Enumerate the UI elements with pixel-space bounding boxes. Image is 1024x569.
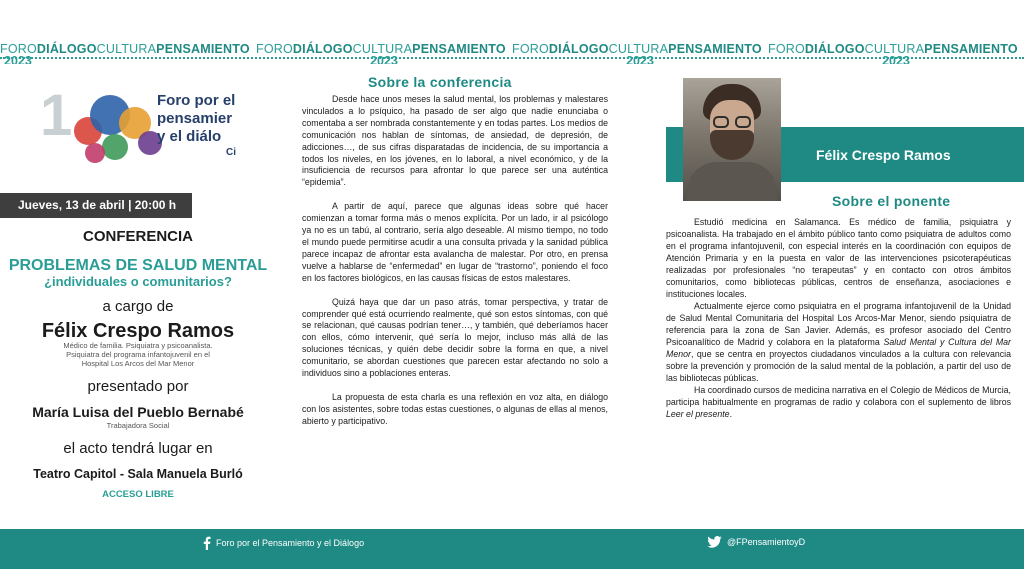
logo-wordmark (157, 92, 235, 146)
footer-bar (0, 529, 1024, 569)
logo-line-3: y el diálo (157, 128, 222, 145)
event-date-bar: Jueves, 13 de abril | 20:00 h (0, 193, 192, 218)
logo-head-5 (102, 134, 128, 160)
conference-body (302, 94, 608, 428)
logo-head-6 (85, 143, 105, 163)
forum-logo (40, 83, 240, 177)
header-word-cultura: CULTURA (352, 42, 413, 56)
header-word-foro: FORO (768, 42, 805, 56)
photo-beard (710, 130, 754, 160)
speaker-photo (683, 78, 781, 201)
speaker-role-line: Médico de familia. Psiquiatra y psicoanalista. (63, 341, 213, 350)
header-word-pensamiento: PENSAMIENTO (924, 42, 1018, 56)
header-word-cultura: CULTURA (96, 42, 157, 56)
header-word-foro: FORO (0, 42, 37, 56)
speaker-role-line: Hospital Los Arcos del Mar Menor (81, 359, 195, 368)
header-word-pensamiento: PENSAMIENTO (668, 42, 762, 56)
header-word-foro: FORO (256, 42, 293, 56)
bio-platform-name: Salud Mental y Cultura del Mar Menor (666, 337, 1011, 359)
event-subtitle: ¿individuales o comunitarios? (44, 274, 232, 289)
facebook-label: Foro por el Pensamiento y el Diálogo (216, 538, 365, 548)
speaker-banner-name: Félix Crespo Ramos (816, 147, 951, 163)
photo-glasses-left (713, 116, 729, 128)
event-type-label: CONFERENCIA (82, 228, 193, 245)
header-year: 2023 (626, 54, 654, 64)
header-year: 2023 (370, 54, 398, 64)
header-word-pensamiento: PENSAMIENTO (156, 42, 250, 56)
presenter-name: María Luisa del Pueblo Bernabé (32, 404, 244, 420)
twitter-icon (707, 536, 722, 548)
header-word-dialogo: DIÁLOGO (804, 42, 865, 56)
bio-supplement-name: Leer el presente (666, 409, 730, 419)
logo-tail: Ci (226, 147, 236, 158)
header-word-cultura: CULTURA (864, 42, 925, 56)
header-year: 2023 (882, 54, 910, 64)
header-word-pensamiento: PENSAMIENTO (412, 42, 506, 56)
bio-text: Actualmente ejerce como psiquiatra en el programa infantojuvenil de la Unidad de Salud Mental Comunitaria del Hospital Los Arcos-Mar Menor, siendo psiquiatra de referencia para la zona de San Javier. Además, es profesor asociado del Centro Psicoanalítico de Madrid y colabora en la plataforma (666, 301, 1011, 347)
presenter-role: Trabajadora Social (106, 421, 170, 430)
bio-text: . (729, 409, 733, 419)
twitter-link[interactable] (707, 536, 805, 548)
speaker-bio (666, 216, 1011, 420)
conference-heading: Sobre la conferencia (368, 74, 512, 90)
speaker-role-line: Psiquiatra del programa infantojuvenil en el (66, 350, 210, 359)
header-year: 2023 (4, 54, 32, 64)
speaker-bio-paragraph (666, 300, 1011, 384)
facebook-icon (203, 536, 211, 550)
header-banner (0, 40, 1024, 64)
logo-line-1: Foro por el (157, 92, 236, 109)
logo-line-2: pensamier (157, 110, 233, 127)
header-word-dialogo: DIÁLOGO (36, 42, 97, 56)
photo-glasses-right (735, 116, 751, 128)
conference-paragraph: La propuesta de esta charla es una reflexión en voz alta, en diálogo con los asistentes, sobre todas estas cuestiones, o algunas de ellas al menos, abierto y participativo. (302, 391, 608, 426)
bio-text: Ha coordinado cursos de medicina narrativa en el Colegio de Médicos de Murcia, participa habitualmente en programas de radio y colabora con el suplemento de libros (666, 385, 1011, 407)
venue-name: Teatro Capitol - Sala Manuela Burló (33, 467, 243, 481)
header-word-dialogo: DIÁLOGO (292, 42, 353, 56)
place-label: el acto tendrá lugar en (63, 440, 213, 457)
header-years-row (0, 52, 1024, 64)
facebook-link[interactable] (203, 536, 364, 550)
access-label: ACCESO LIBRE (102, 489, 174, 500)
speaker-heading: Sobre el ponente (832, 193, 951, 209)
speaker-bio-paragraph: Estudió medicina en Salamanca. Es médico de familia, psiquiatra y psicoanalista. Ha trabajado en el ámbito público tanto como psiquiatra de adultos como en el programa infantojuvenil, con especial interés en la coordinación con equipos de Atención Primaria y en la puesta en valor de las intervenciones psicoterapéuticas realizadas por profesionales “no terapeutas” y en contacto con otros ámbitos comunitarios, como bibliotecas públicas, centros de enseñanza, asociaciones e instituciones locales. (666, 217, 1011, 299)
conference-paragraph: A partir de aquí, parece que algunas ideas sobre qué hacer comienzan a tomar forma más o menos explícita. Por un lado, ir al psicólogo ya no es un tabú, al contrario, sería algo deseable. Al mismo tiempo, no todo el mundo puede permitirse acudir a una consulta privada y la sanidad pública parece incapaz de afrontar esta avalancha de malestar. Por otro, en prensa vuelve a hablarse de “enfermedad” en lugar de “trastorno”, poniendo el foco en los factores biológicos, en las causas físicas de estos malestares. (302, 201, 608, 283)
speaker-role (0, 341, 276, 368)
photo-body (687, 162, 777, 201)
header-word-dialogo: DIÁLOGO (548, 42, 609, 56)
logo-numeral: 1 (40, 83, 73, 148)
header-word-foro: FORO (512, 42, 549, 56)
by-label: a cargo de (102, 298, 174, 315)
conference-paragraph: Quizá haya que dar un paso atrás, tomar perspectiva, y tratar de comprender qué está ocurriendo realmente, qué son estos síntomas, con qué se relacionan, qué causas podrían tener…, y también, qué deberíamos hacer con ellos, cómo intervenir, qué sería lo mejor, incluso más allá de las soluciones técnicas, y quién debe decidir sobre la forma en que, a nivel comunitario, se abordan cuestiones que parecen estar afectando no solo a individuos sino a poblaciones enteras. (302, 296, 608, 379)
conference-paragraph: Desde hace unos meses la salud mental, los problemas y malestares vinculados a lo psíquico, ha pasado de ser algo que nadie enunciaba o comentaba a ser nombrada constantemente y en todas partes. Los medios de comunicación nos hablan de síntomas, de ansiedad, de depresión, de adicciones…, de sus cifras disparatadas de incidencia, de su importancia a todos los niveles, en los jóvenes, en lo laboral, a nivel económico, y de la insuficiencia de recursos para afrontar lo que parece ser una auténtica “epidemia”. (302, 94, 608, 188)
bio-text: , que se centra en proyectos ciudadanos vinculados a la cultura con relevancia sobre la prevención y promoción de la salud mental de la población, a partir del uso de las bibliotecas públicas. (666, 349, 1011, 383)
logo-heads-graphic (60, 87, 170, 173)
event-title: PROBLEMAS DE SALUD MENTAL (8, 257, 268, 274)
speaker-name: Félix Crespo Ramos (41, 320, 235, 342)
twitter-label: @FPensamientoyD (727, 537, 806, 547)
presented-label: presentado por (87, 378, 189, 395)
header-word-cultura: CULTURA (608, 42, 669, 56)
speaker-bio-paragraph (666, 384, 1011, 420)
